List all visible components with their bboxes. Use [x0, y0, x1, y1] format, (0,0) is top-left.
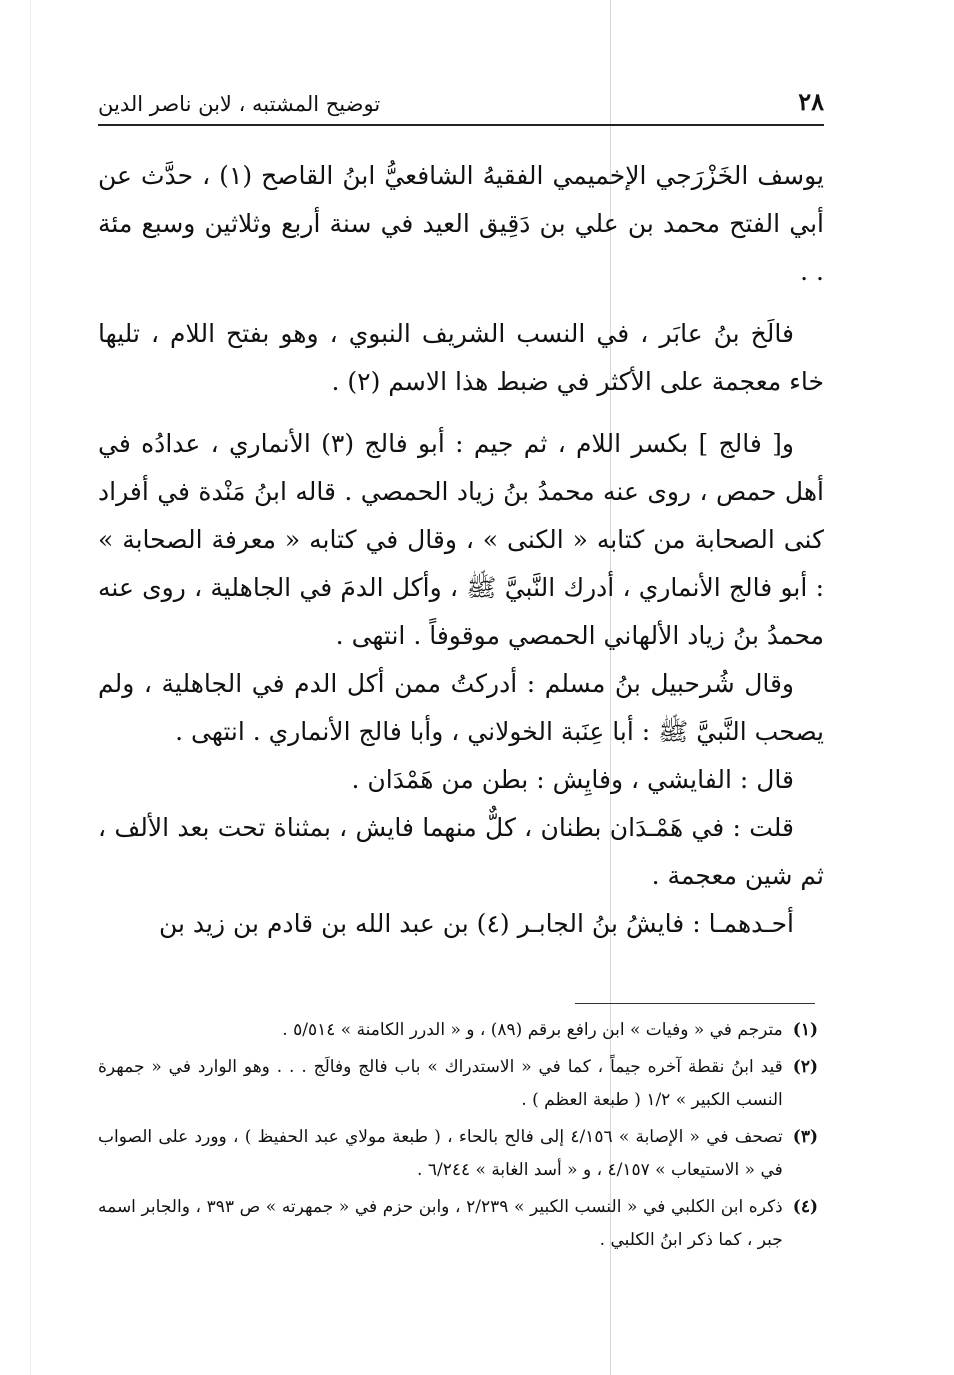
- running-title: توضيح المشتبه ، لابن ناصر الدين: [98, 92, 381, 116]
- footnote-number: (٢): [792, 1057, 818, 1077]
- main-text: [98, 152, 824, 948]
- footnote-text: تصحف في « الإصابة » ٤/١٥٦ إلى فالح بالحاء ، ( طبعة مولاي عبد الحفيظ ) ، وورد على الصواب في « الاستيعاب » ٤/١٥٧ ، و « أسد الغابة » ٦/٢٤٤ .: [98, 1127, 783, 1180]
- footnote-text: ذكره ابن الكلبي في « النسب الكبير » ٢/٢٣٩ ، وابن حزم في « جمهرته » ص ٣٩٣ ، والجابر اسمه جبر ، كما ذكر ابنُ الكلبي .: [98, 1197, 783, 1250]
- page-number: ٢٨: [798, 87, 824, 116]
- footnote-text: قيد ابنُ نقطة آخره جيماً ، كما في « الاستدراك » باب فالج وفالَج . . . وهو الوارد في « جمهرة النسب الكبير » ١/٢ ( طبعة العظم ) .: [98, 1057, 783, 1110]
- paragraph: و[ فالج ] بكسر اللام ، ثم جيم : أبو فالج (٣) الأنماري ، عدادُه في أهل حمص ، روى عنه محمدُ بنُ زياد الحمصي . قاله ابنُ مَنْدة في أفراد كنى الصحابة من كتابه « الكنى » ، وقال في كتابه « معرفة الصحابة » : أبو فالج الأنماري ، أدرك النَّبيَّ ﷺ ، وأكل الدمَ في الجاهلية ، روى عنه محمدُ بنُ زياد الألهاني الحمصي موقوفاً . انتهى .: [98, 429, 824, 650]
- paragraph: أحـدهمـا : فايشُ بنُ الجابـر (٤) بن عبد الله بن قادم بن زيد بن: [158, 909, 794, 938]
- paragraph: يوسف الخَزْرَجي الإخميمي الفقيهُ الشافعيُّ ابنُ القاصح (١) ، حدَّث عن أبي الفتح محمد بن علي بن دَقِيق العيد في سنة أربع وثلاثين وسبع مئة . .: [98, 161, 824, 286]
- footnote-text: مترجم في « وفيات » ابن رافع برقم (٨٩) ، و « الدرر الكامنة » ٥/٥١٤ .: [282, 1020, 783, 1040]
- page-header: [98, 82, 824, 126]
- footnote-separator: [575, 1003, 815, 1004]
- footnote-number: (٣): [792, 1127, 818, 1147]
- paragraph: وقال شُرحبيل بنُ مسلم : أدركتُ ممن أكل الدم في الجاهلية ، ولم يصحب النَّبيَّ ﷺ : أبا عِنَبة الخولاني ، وأبا فالج الأنماري . انتهى .: [98, 669, 824, 746]
- paragraph: فالَخ بنُ عابَر ، في النسب الشريف النبوي ، وهو بفتح اللام ، تليها خاء معجمة على الأكثر في ضبط هذا الاسم (٢) .: [98, 319, 824, 396]
- scan-edge-line: [30, 0, 31, 1375]
- paragraph: قلت : في هَمْـدَان بطنان ، كلٌّ منهما فايش ، بمثناة تحت بعد الألف ، ثم شين معجمة .: [98, 813, 824, 890]
- footnotes: [98, 1014, 818, 1261]
- footnote-number: (١): [792, 1020, 818, 1040]
- footnote: [98, 1051, 818, 1117]
- footnote: [98, 1191, 818, 1257]
- paragraph: قال : الفايشي ، وفايِش : بطن من هَمْدَان .: [351, 765, 794, 794]
- footnote-number: (٤): [792, 1197, 818, 1217]
- footnote: [98, 1014, 818, 1047]
- footnote: [98, 1121, 818, 1187]
